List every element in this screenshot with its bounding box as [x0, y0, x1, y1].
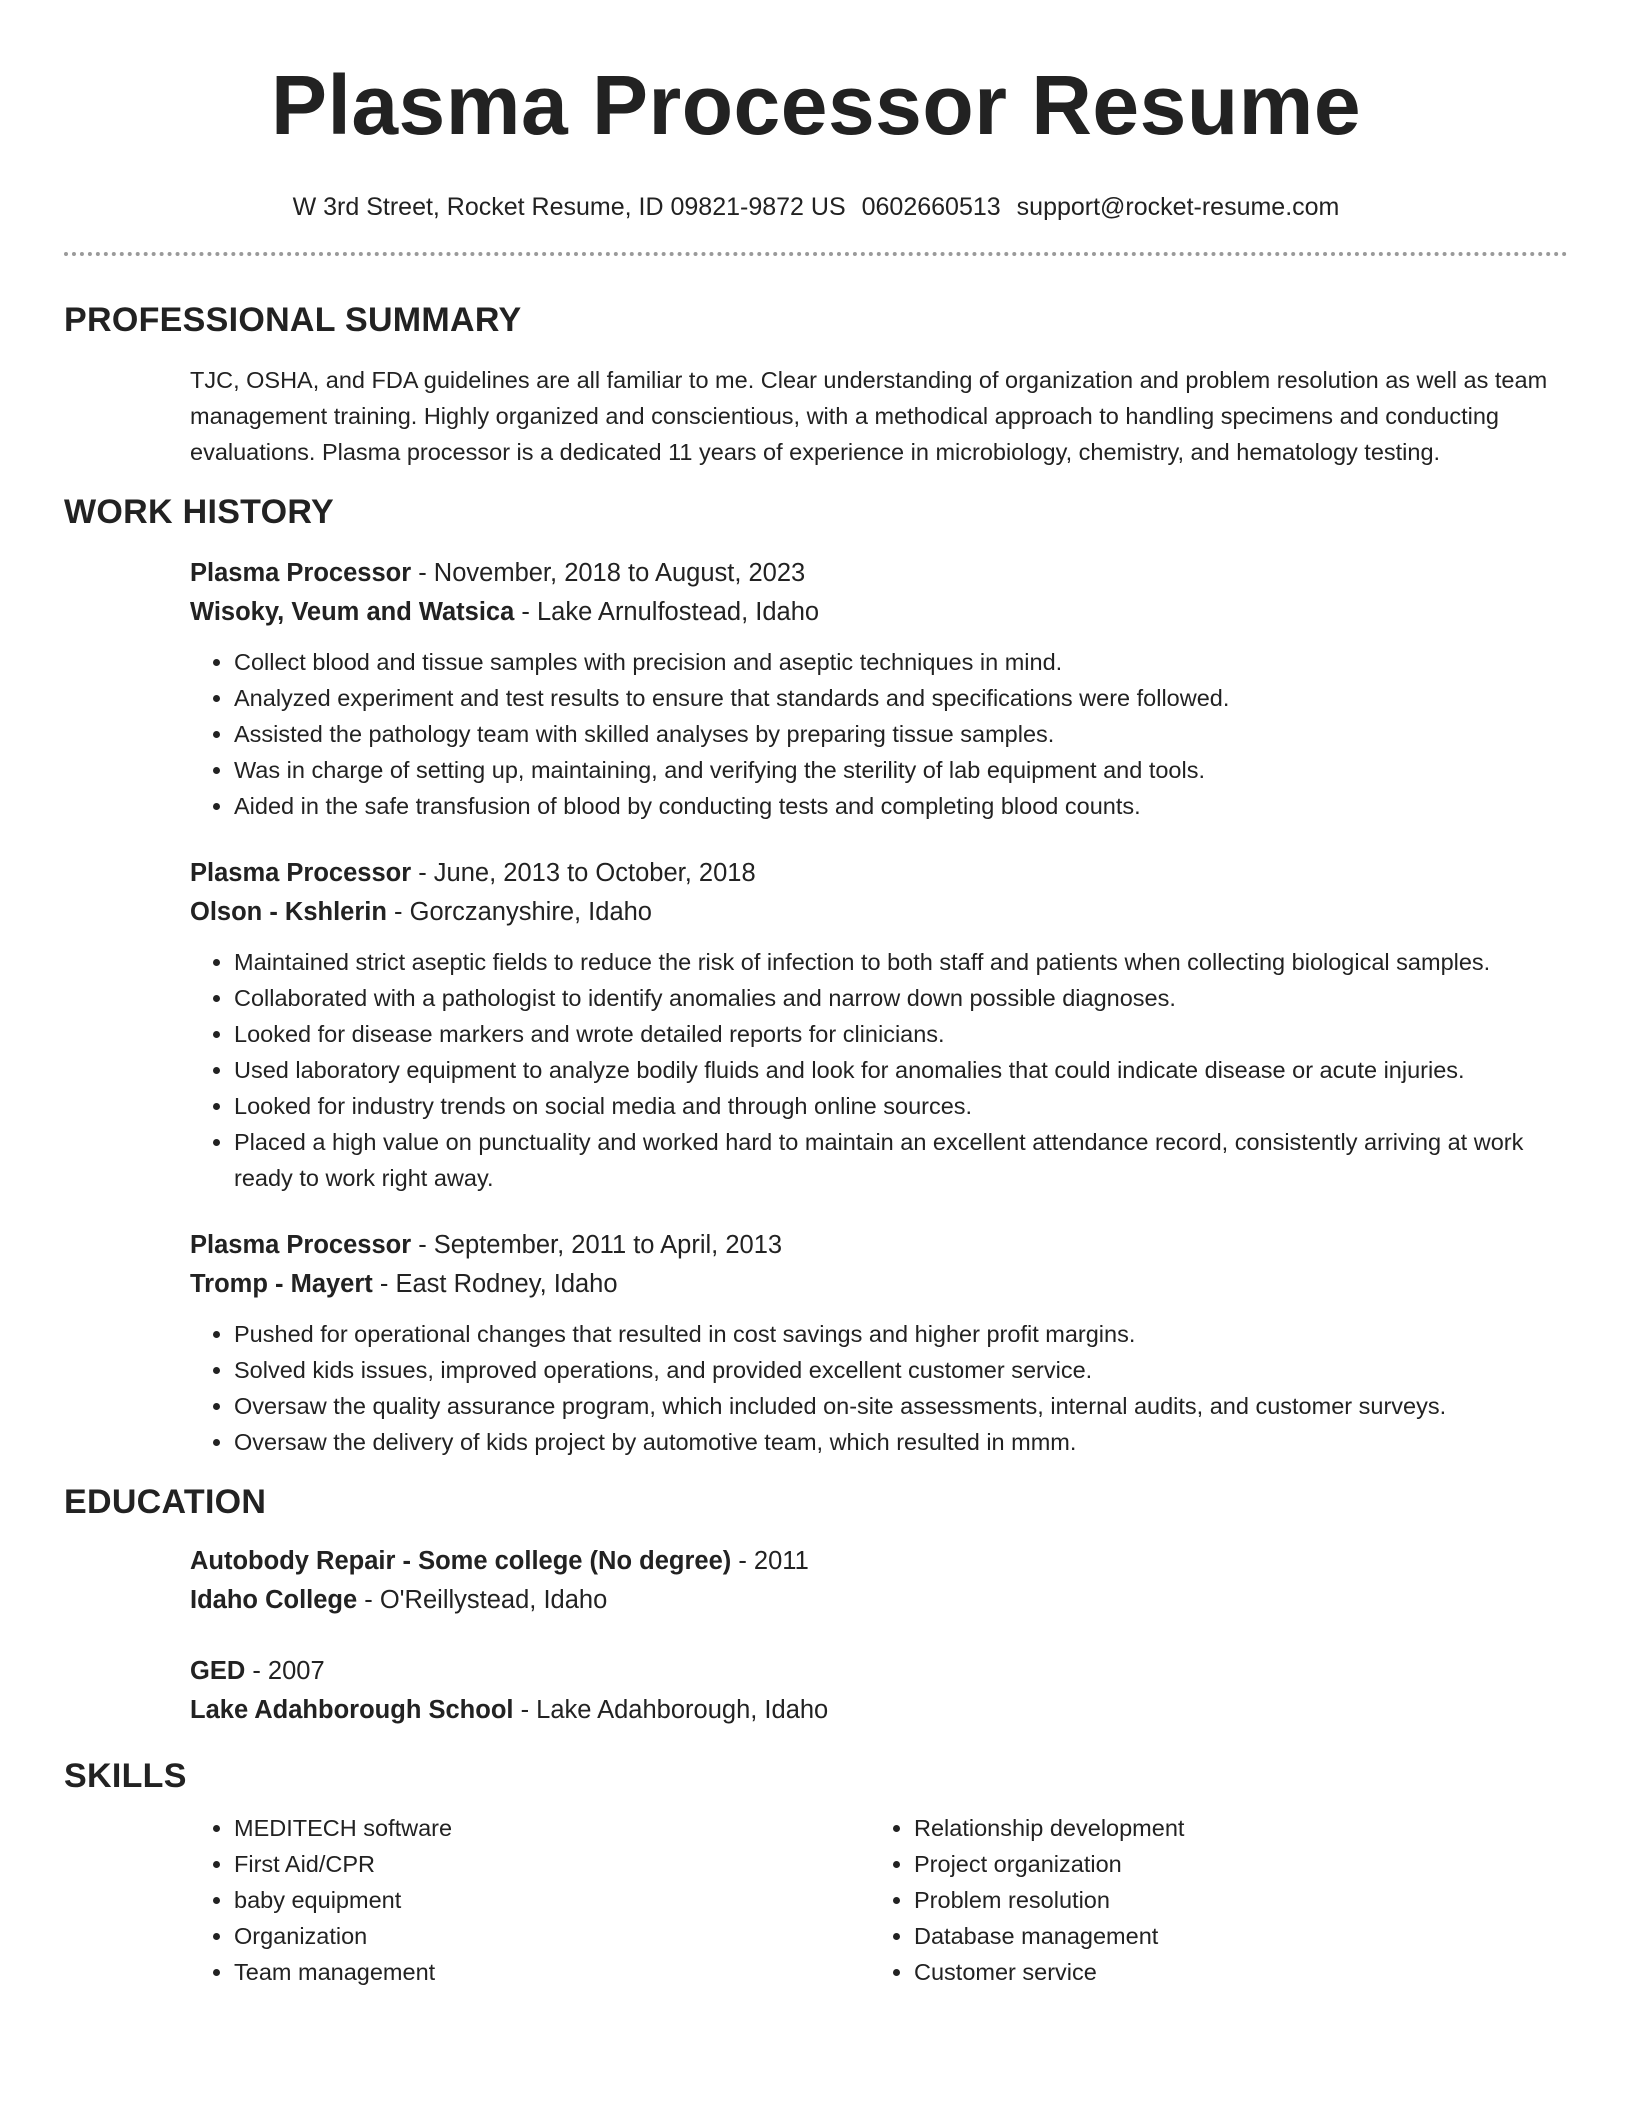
school-location: - Lake Adahborough, Idaho — [513, 1696, 829, 1724]
contact-email: support@rocket-resume.com — [1016, 193, 1340, 221]
education-entry — [190, 1542, 1558, 1620]
list-item: • Customer service — [914, 1954, 1550, 1990]
school-line — [190, 1581, 1558, 1620]
header-divider — [64, 252, 1568, 256]
contact-phone: 0602660513 — [861, 193, 1001, 221]
list-item: • Relationship development — [914, 1810, 1550, 1846]
list-item: • Collect blood and tissue samples with precision and aseptic techniques in mind. — [234, 644, 1558, 680]
job-title-line — [190, 1226, 1558, 1265]
job-entry — [190, 854, 1558, 1196]
job-company: Tromp - Mayert — [190, 1270, 373, 1298]
job-title-line — [190, 554, 1558, 593]
job-company: Olson - Kshlerin — [190, 898, 387, 926]
list-item: • Assisted the pathology team with skilled analyses by preparing tissue samples. — [234, 716, 1558, 752]
list-item: • Maintained strict aseptic fields to reduce the risk of infection to both staff and patients when collecting biological samples. — [234, 944, 1558, 980]
list-item: • Looked for industry trends on social media and through online sources. — [234, 1088, 1558, 1124]
job-title-line — [190, 854, 1558, 893]
job-title: Plasma Processor — [190, 1231, 412, 1259]
skills-list-left — [190, 1810, 870, 1990]
school-location: - O'Reillystead, Idaho — [357, 1586, 608, 1614]
list-item: • Problem resolution — [914, 1882, 1550, 1918]
list-item: • Analyzed experiment and test results to ensure that standards and specifications were followed. — [234, 680, 1558, 716]
summary-heading: PROFESSIONAL SUMMARY — [64, 301, 522, 339]
job-dates: - November, 2018 to August, 2023 — [411, 559, 806, 587]
job-title: Plasma Processor — [190, 859, 412, 887]
education-section — [190, 1542, 1558, 1730]
job-bullets — [190, 644, 1558, 824]
job-title: Plasma Processor — [190, 559, 412, 587]
list-item: • First Aid/CPR — [234, 1846, 870, 1882]
list-item: • Oversaw the delivery of kids project by automotive team, which resulted in mmm. — [234, 1424, 1558, 1460]
job-dates: - June, 2013 to October, 2018 — [411, 859, 756, 887]
job-location: - Gorczanyshire, Idaho — [386, 898, 652, 926]
work-history-heading: WORK HISTORY — [64, 493, 334, 531]
list-item: • Collaborated with a pathologist to identify anomalies and narrow down possible diagnoses. — [234, 980, 1558, 1016]
job-bullets — [190, 944, 1558, 1196]
list-item: • Used laboratory equipment to analyze bodily fluids and look for anomalies that could indicate disease or acute injuries. — [234, 1052, 1558, 1088]
degree-year: - 2007 — [245, 1657, 325, 1685]
education-heading: EDUCATION — [64, 1483, 267, 1521]
list-item: • Oversaw the quality assurance program, which included on-site assessments, internal audits, and customer surveys. — [234, 1388, 1558, 1424]
degree-year: - 2011 — [731, 1547, 809, 1575]
list-item: • Database management — [914, 1918, 1550, 1954]
degree-line — [190, 1652, 1558, 1691]
summary-section — [190, 362, 1558, 470]
job-company-line — [190, 1265, 1558, 1304]
school: Idaho College — [190, 1586, 358, 1614]
list-item: • Project organization — [914, 1846, 1550, 1882]
degree: Autobody Repair - Some college (No degree) — [190, 1547, 732, 1575]
degree-line — [190, 1542, 1558, 1581]
job-company-line — [190, 893, 1558, 932]
education-entry — [190, 1652, 1558, 1730]
skills-heading: SKILLS — [64, 1757, 187, 1795]
list-item: • Team management — [234, 1954, 870, 1990]
job-entry — [190, 554, 1558, 824]
contact-address: W 3rd Street, Rocket Resume, ID 09821-9872 US — [292, 193, 846, 221]
job-company-line — [190, 593, 1558, 632]
list-item: • baby equipment — [234, 1882, 870, 1918]
summary-text: TJC, OSHA, and FDA guidelines are all familiar to me. Clear understanding of organization and problem resolution as well as team management training. Highly organized and conscientious, with a methodical approach to handling specimens and conducting evaluations. Plasma processor is a dedicated 11 years of experience in microbiology, chemistry, and hematology testing. — [190, 367, 1548, 465]
job-entry — [190, 1226, 1558, 1460]
skills-list-right — [870, 1810, 1550, 1990]
list-item: • MEDITECH software — [234, 1810, 870, 1846]
skills-grid — [190, 1810, 1558, 1990]
job-location: - Lake Arnulfostead, Idaho — [514, 598, 820, 626]
list-item: • Organization — [234, 1918, 870, 1954]
list-item: • Looked for disease markers and wrote detailed reports for clinicians. — [234, 1016, 1558, 1052]
skills-section — [190, 1810, 1558, 1990]
school-line — [190, 1691, 1558, 1730]
school: Lake Adahborough School — [190, 1696, 514, 1724]
contact-line — [64, 192, 1568, 222]
degree: GED — [190, 1657, 246, 1685]
job-company: Wisoky, Veum and Watsica — [190, 598, 515, 626]
list-item: • Was in charge of setting up, maintaining, and verifying the sterility of lab equipment and tools. — [234, 752, 1558, 788]
work-history-section — [190, 554, 1558, 1460]
list-item: • Placed a high value on punctuality and worked hard to maintain an excellent attendance record, consistently arriving at work ready to work right away. — [234, 1124, 1558, 1196]
job-dates: - September, 2011 to April, 2013 — [411, 1231, 783, 1259]
job-location: - East Rodney, Idaho — [372, 1270, 618, 1298]
list-item: • Pushed for operational changes that resulted in cost savings and higher profit margins. — [234, 1316, 1558, 1352]
list-item: • Aided in the safe transfusion of blood by conducting tests and completing blood counts. — [234, 788, 1558, 824]
job-bullets — [190, 1316, 1558, 1460]
page-title: Plasma Processor Resume — [270, 58, 1362, 152]
list-item: • Solved kids issues, improved operations, and provided excellent customer service. — [234, 1352, 1558, 1388]
